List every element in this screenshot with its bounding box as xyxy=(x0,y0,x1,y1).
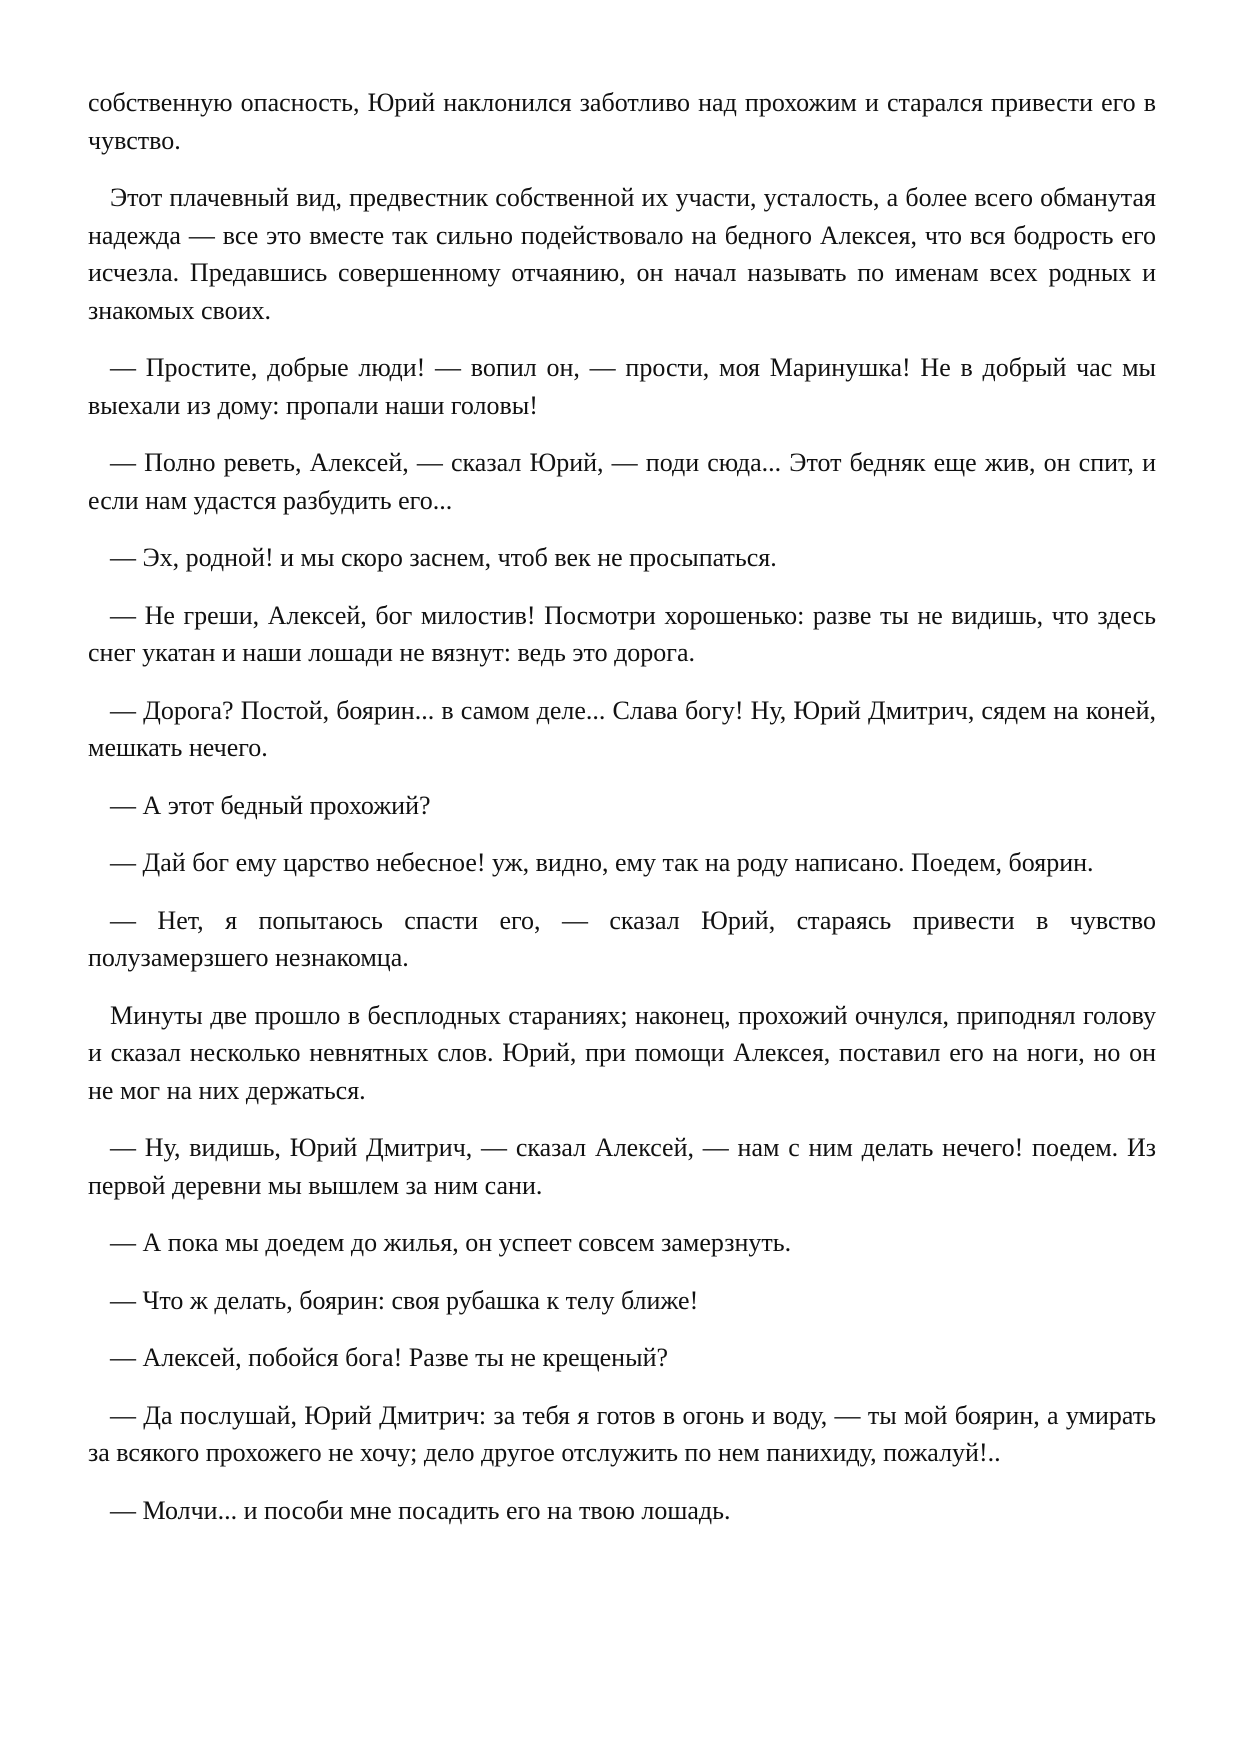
document-page xyxy=(88,84,1156,1549)
paragraph-dialogue: — Нет, я попытаюсь спасти его, — сказал Юрий, стараясь привести в чувство полузамерзшего незнакомца. xyxy=(88,905,1156,972)
paragraph-dialogue: — Да послушай, Юрий Дмитрич: за тебя я готов в огонь и воду, — ты мой боярин, а умирать за всякого прохожего не хочу; дело другое отслужить по нем панихиду, пожалуй!.. xyxy=(88,1400,1156,1467)
paragraph-dialogue: — Алексей, побойся бога! Разве ты не крещеный? xyxy=(110,1343,669,1372)
paragraph-dialogue: — Ну, видишь, Юрий Дмитрич, — сказал Алексей, — нам с ним делать нечего! поедем. Из первой деревни мы вышлем за ним сани. xyxy=(88,1133,1156,1200)
paragraph-dialogue: — Эх, родной! и мы скоро заснем, чтоб век не просыпаться. xyxy=(110,543,777,572)
paragraph-narration: Этот плачевный вид, предвестник собственной их участи, усталость, а более всего обманутая надежда — все это вместе так сильно подействовало на бедного Алексея, что вся бодрость его исчезла. Предавшись совершенному отчаянию, он начал называть по именам всех родных и знакомых своих. xyxy=(88,183,1156,325)
paragraph-dialogue: — А этот бедный прохожий? xyxy=(110,790,431,820)
paragraph-narration: Минуты две прошло в бесплодных стараниях; наконец, прохожий очнулся, приподнял голову и сказал несколько невнятных слов. Юрий, при помощи Алексея, поставил его на ноги, но он не мог на них держаться. xyxy=(88,1000,1156,1105)
paragraph-dialogue: — Не греши, Алексей, бог милостив! Посмотри хорошенько: разве ты не видишь, что здесь снег укатан и наши лошади не вязнут: ведь это дорога. xyxy=(88,600,1156,667)
paragraph-dialogue: — Что ж делать, боярин: своя рубашка к телу ближе! xyxy=(110,1285,699,1315)
paragraph-continuation: собственную опасность, Юрий наклонился заботливо над прохожим и старался привести его в чувство. xyxy=(88,88,1156,155)
paragraph-dialogue: — Простите, добрые люди! — вопил он, — прости, моя Маринушка! Не в добрый час мы выехали из дому: пропали наши головы! xyxy=(88,353,1156,420)
paragraph-dialogue: — Дорога? Постой, боярин... в самом деле... Слава богу! Ну, Юрий Дмитрич, сядем на коней, мешкать нечего. xyxy=(88,695,1156,762)
paragraph-dialogue: — Полно реветь, Алексей, — сказал Юрий, — поди сюда... Этот бедняк еще жив, он спит, и если нам удастся разбудить его... xyxy=(88,448,1156,515)
paragraph-dialogue: — Дай бог ему царство небесное! уж, видно, ему так на роду написано. Поедем, боярин. xyxy=(110,848,1094,877)
paragraph-dialogue: — А пока мы доедем до жилья, он успеет совсем замерзнуть. xyxy=(110,1228,792,1257)
paragraph-dialogue: — Молчи... и пособи мне посадить его на твою лошадь. xyxy=(110,1495,731,1525)
